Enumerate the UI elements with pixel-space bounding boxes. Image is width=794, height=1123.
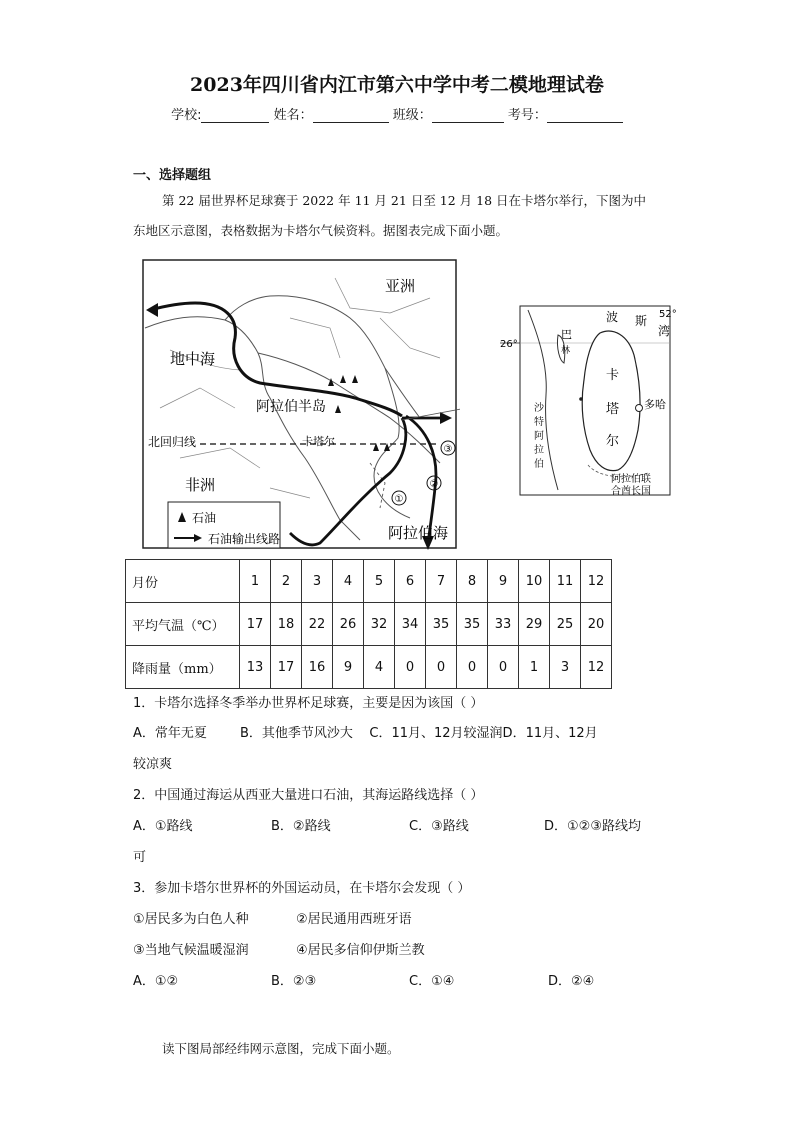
q3-option-d: D．②④ xyxy=(548,974,595,989)
temp-cell: 32 xyxy=(364,603,395,646)
map-label-asia: 亚洲 xyxy=(385,278,416,295)
month-cell: 11 xyxy=(550,560,581,603)
qatar-inset-map xyxy=(498,305,686,497)
q2-option-d: D．①②③路线均 xyxy=(544,819,641,834)
name-label: 姓名： xyxy=(273,108,313,123)
route-3-label: ③ xyxy=(443,444,453,455)
rain-cell: 17 xyxy=(271,646,302,689)
inset-label-saudi: 沙特阿拉伯 xyxy=(534,403,544,470)
temp-cell: 22 xyxy=(302,603,333,646)
month-cell: 4 xyxy=(333,560,364,603)
legend-oil-label: 石油 xyxy=(192,511,217,525)
temp-cell: 35 xyxy=(426,603,457,646)
month-cell: 8 xyxy=(457,560,488,603)
map-label-mediterranean: 地中海 xyxy=(170,351,216,368)
temp-cell: 29 xyxy=(519,603,550,646)
temp-cell: 33 xyxy=(488,603,519,646)
map-label-africa: 非洲 xyxy=(185,477,216,494)
route-1-label: ① xyxy=(394,494,404,505)
map-label-arabian-peninsula: 阿拉伯半岛 xyxy=(256,398,326,414)
next-question-intro: 读下图局部经纬网示意图，完成下面小题。 xyxy=(162,1041,400,1056)
q2-option-d-wrap: 可 xyxy=(133,850,147,865)
row-label-temp: 平均气温（℃） xyxy=(126,603,240,646)
q3-option-c: C．①④ xyxy=(409,974,455,989)
rain-cell: 4 xyxy=(364,646,395,689)
school-label: 学校: xyxy=(171,108,202,123)
inset-label-bo: 波 xyxy=(606,310,619,324)
rain-cell: 12 xyxy=(581,646,612,689)
q1-stem: 1．卡塔尔选择冬季举办世界杯足球赛，主要是因为该国（ ） xyxy=(133,696,484,711)
month-cell: 9 xyxy=(488,560,519,603)
inset-label-si: 斯 xyxy=(635,314,648,328)
section-heading: 一、选择题组 xyxy=(133,168,212,183)
rain-cell: 1 xyxy=(519,646,550,689)
class-label: 班级： xyxy=(392,108,432,123)
inset-lat-52: 52° xyxy=(659,309,677,320)
q2-option-c: C．③路线 xyxy=(409,819,469,834)
rain-cell: 0 xyxy=(457,646,488,689)
inset-label-uae-1: 阿拉伯联 xyxy=(611,474,651,485)
q1-options-wrap: 较凉爽 xyxy=(133,757,173,772)
map-label-arabian-sea: 阿拉伯海 xyxy=(388,525,449,542)
q3-statement-4: ④居民多信仰伊斯兰教 xyxy=(296,943,425,958)
month-cell: 12 xyxy=(581,560,612,603)
temp-cell: 17 xyxy=(240,603,271,646)
route-2-label: ② xyxy=(429,479,439,490)
temp-cell: 34 xyxy=(395,603,426,646)
month-cell: 1 xyxy=(240,560,271,603)
climate-table xyxy=(125,559,612,689)
map-label-tropic: 北回归线 xyxy=(148,435,197,449)
month-cell: 5 xyxy=(364,560,395,603)
rain-cell: 9 xyxy=(333,646,364,689)
inset-label-er: 尔 xyxy=(606,434,620,449)
q3-option-a: A．①② xyxy=(133,974,179,989)
inset-label-wan: 湾 xyxy=(658,324,671,338)
rain-cell: 0 xyxy=(395,646,426,689)
table-row-temp xyxy=(126,603,612,646)
rain-cell: 13 xyxy=(240,646,271,689)
q2-option-a: A．①路线 xyxy=(133,819,193,834)
intro-line-2: 东地区示意图，表格数据为卡塔尔气候资料。据图表完成下面小题。 xyxy=(133,223,509,238)
inset-label-ka: 卡 xyxy=(606,368,620,383)
number-label: 考号： xyxy=(507,108,547,123)
inset-label-uae-2: 合酋长国 xyxy=(611,486,651,497)
table-row-rain xyxy=(126,646,612,689)
q3-option-b: B．②③ xyxy=(271,974,317,989)
temp-cell: 35 xyxy=(457,603,488,646)
month-cell: 10 xyxy=(519,560,550,603)
rain-cell: 0 xyxy=(426,646,457,689)
q2-option-b: B．②路线 xyxy=(271,819,331,834)
temp-cell: 18 xyxy=(271,603,302,646)
month-cell: 2 xyxy=(271,560,302,603)
inset-label-ba: 巴 xyxy=(561,328,572,341)
q3-statement-3: ③当地气候温暖湿润 xyxy=(133,943,249,958)
q3-statement-1: ①居民多为白色人种 xyxy=(133,912,249,927)
row-label-month: 月份 xyxy=(126,560,240,603)
student-info-line xyxy=(0,104,794,123)
row-label-rain: 降雨量（mm） xyxy=(126,646,240,689)
exam-title: 2023年四川省内江市第六中学中考二模地理试卷 xyxy=(190,74,604,96)
temp-cell: 20 xyxy=(581,603,612,646)
inset-label-lin: 林 xyxy=(561,346,571,356)
name-blank xyxy=(313,108,389,123)
q2-stem: 2．中国通过海运从西亚大量进口石油，其海运路线选择（ ） xyxy=(133,788,484,803)
q3-stem: 3．参加卡塔尔世界杯的外国运动员，在卡塔尔会发现（ ） xyxy=(133,881,471,896)
intro-line-1: 第 22 届世界杯足球赛于 2022 年 11 月 21 日至 12 月 18 日在卡塔尔举行，下图为中 xyxy=(162,193,647,208)
month-cell: 3 xyxy=(302,560,333,603)
inset-lat-26: 26° xyxy=(500,339,518,350)
inset-label-ta: 塔 xyxy=(606,402,620,417)
middle-east-map xyxy=(140,258,460,550)
month-cell: 6 xyxy=(395,560,426,603)
rain-cell: 0 xyxy=(488,646,519,689)
number-blank xyxy=(547,108,623,123)
month-cell: 7 xyxy=(426,560,457,603)
temp-cell: 26 xyxy=(333,603,364,646)
table-row-month xyxy=(126,560,612,603)
rain-cell: 3 xyxy=(550,646,581,689)
q1-options: A．常年无夏 B．其他季节风沙大 C．11月、12月较湿润D．11月、12月 xyxy=(133,726,598,741)
school-blank xyxy=(201,108,269,123)
inset-label-doha: 多哈 xyxy=(644,398,666,411)
temp-cell: 25 xyxy=(550,603,581,646)
class-blank xyxy=(432,108,504,123)
q3-statement-2: ②居民通用西班牙语 xyxy=(296,912,412,927)
rain-cell: 16 xyxy=(302,646,333,689)
map-label-qatar: 卡塔尔 xyxy=(302,436,335,448)
legend-route-label: 石油输出线路 xyxy=(208,532,281,546)
